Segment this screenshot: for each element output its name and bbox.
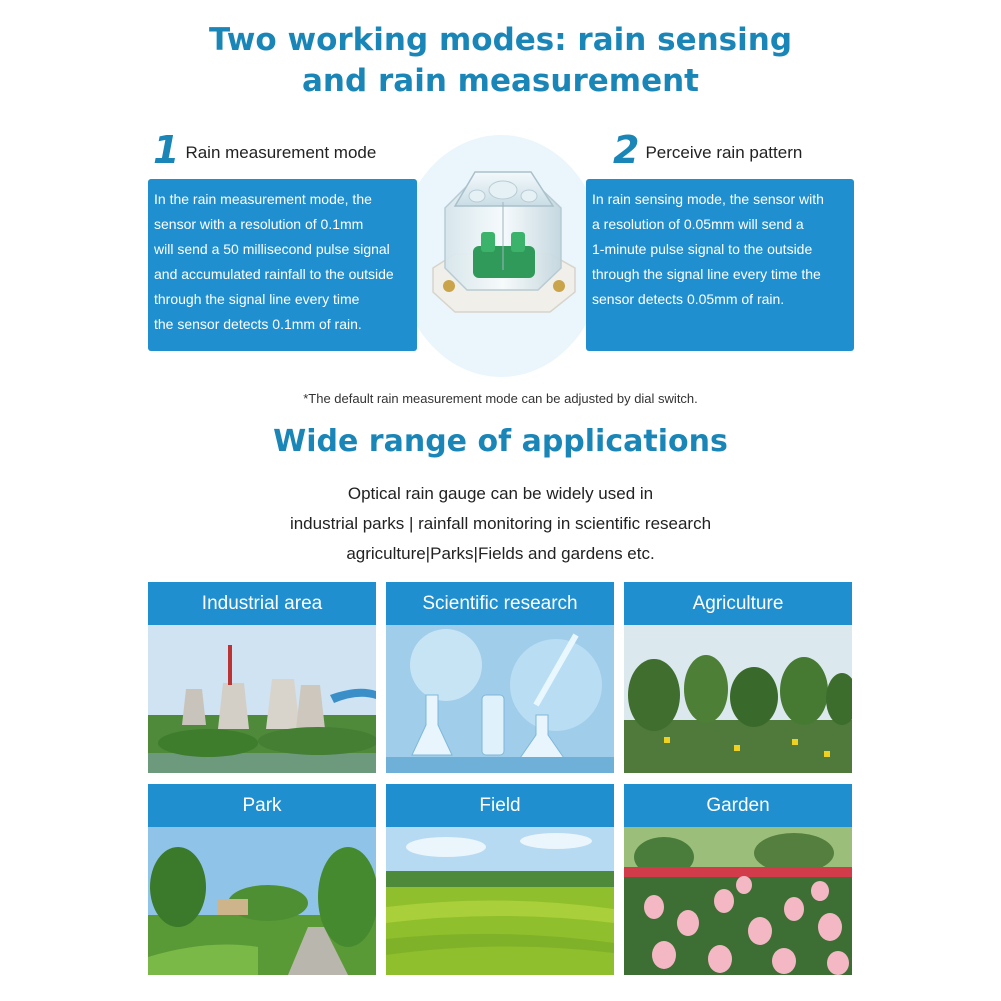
mode-2-description-box	[586, 179, 854, 351]
tile-label: Garden	[624, 784, 852, 827]
tile-label: Agriculture	[624, 582, 852, 625]
mode-2-number: 2	[613, 128, 640, 172]
mode-2-line: sensor detects 0.05mm of rain.	[592, 291, 785, 307]
mode-2-line: through the signal line every time the	[592, 266, 821, 282]
tile-garden	[624, 784, 852, 975]
mode-1-line: and accumulated rainfall to the outside	[154, 266, 394, 282]
tile-scientific-research	[386, 582, 614, 773]
tile-park	[148, 784, 376, 975]
tile-label: Industrial area	[148, 582, 376, 625]
rain-sensor-device-image	[415, 150, 590, 330]
tile-label: Scientific research	[386, 582, 614, 625]
tile-label: Park	[148, 784, 376, 827]
applications-title: Wide range of applications	[273, 424, 728, 459]
mode-2-line: 1-minute pulse signal to the outside	[592, 241, 813, 257]
mode-1-description-box	[148, 179, 417, 351]
industrial-area-image	[148, 625, 376, 773]
applications-desc-line: industrial parks | rainfall monitoring in scientific research	[289, 514, 712, 533]
mode-1-line: will send a 50 millisecond pulse signal	[154, 241, 390, 257]
mode-1-title: Rain measurement mode	[185, 143, 377, 162]
main-headline-line2: and rain measurement	[302, 63, 699, 99]
mode-1-header	[153, 128, 376, 170]
applications-desc-line: Optical rain gauge can be widely used in	[347, 484, 654, 503]
mode-1-line: through the signal line every time	[154, 291, 360, 307]
mode-1-number: 1	[153, 128, 180, 172]
applications-desc-line: agriculture|Parks|Fields and gardens etc.	[346, 544, 655, 563]
tile-label: Field	[386, 784, 614, 827]
tile-agriculture	[624, 582, 852, 773]
dial-switch-note: *The default rain measurement mode can be adjusted by dial switch.	[303, 391, 698, 406]
mode-2-header	[613, 128, 802, 170]
field-image	[386, 827, 614, 975]
tile-field	[386, 784, 614, 975]
applications-description	[0, 479, 1001, 569]
tile-industrial-area	[148, 582, 376, 773]
garden-image	[624, 827, 852, 975]
mode-2-title: Perceive rain pattern	[645, 143, 803, 162]
mode-1-line: the sensor detects 0.1mm of rain.	[154, 316, 362, 332]
mode-2-line: a resolution of 0.05mm will send a	[592, 216, 804, 232]
mode-2-line: In rain sensing mode, the sensor with	[592, 191, 824, 207]
agriculture-image	[624, 625, 852, 773]
mode-1-line: sensor with a resolution of 0.1mm	[154, 216, 364, 232]
mode-1-line: In the rain measurement mode, the	[154, 191, 372, 207]
park-image	[148, 827, 376, 975]
scientific-research-image	[386, 625, 614, 773]
main-headline-line1: Two working modes: rain sensing	[208, 22, 793, 58]
